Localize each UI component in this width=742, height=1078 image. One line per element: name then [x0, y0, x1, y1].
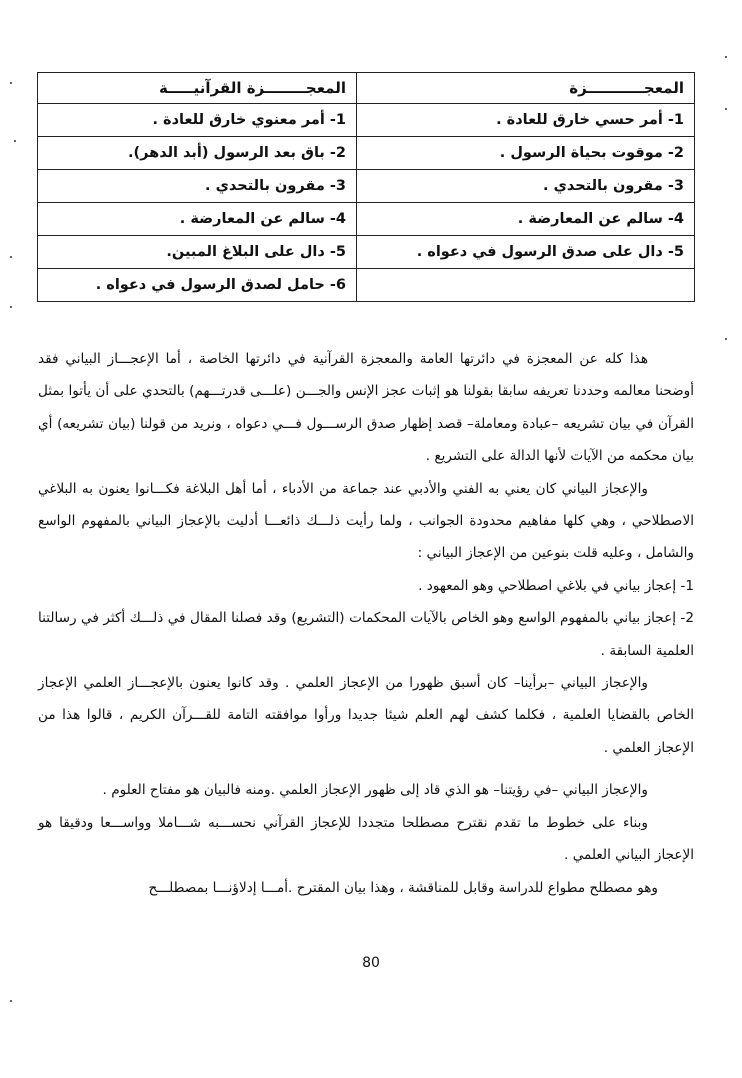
list-item: 1- إعجاز بياني في بلاغي اصطلاحي وهو المعهود .: [418, 577, 694, 594]
scan-speck: [10, 82, 12, 84]
paragraph: وهو مصطلح مطواع للدراسة وقابل للمناقشة ، وهذا بيان المقترح .أمـــا إدلاؤنـــا بمصطلـــح: [148, 879, 658, 896]
paragraph: والإعجاز البياني –برأينا– كان أسبق ظهورا من الإعجاز العلمي . وقد كانوا يعنون بالإعجـــاز العلمي الإعجاز الخاص بالقضايا العلمية ، فكلما كشف لهم العلم شيئا جديدا ورأوا موافقته التامة للقـــرآن الكريم ، قالوا هذا من الإعجاز العلمي .: [38, 675, 694, 756]
table-row: [38, 137, 695, 170]
table-cell-miracle: 3- مقرون بالتحدي .: [357, 170, 695, 203]
table-cell-miracle: 2- موقوت بحياة الرسول .: [357, 137, 695, 170]
table-cell-quranic: 4- سالم عن المعارضة .: [38, 203, 357, 236]
comparison-table: [37, 72, 695, 302]
table-cell-miracle: 5- دال على صدق الرسول في دعواه .: [357, 236, 695, 269]
table-row: [38, 203, 695, 236]
scan-speck: [10, 306, 12, 308]
scan-speck: [14, 140, 16, 142]
table-row: [38, 170, 695, 203]
table-cell-quranic: 2- باق بعد الرسول (أبد الدهر).: [38, 137, 357, 170]
table-cell-miracle: 1- أمر حسي خارق للعادة .: [357, 104, 695, 137]
table-cell-quranic: 1- أمر معنوي خارق للعادة .: [38, 104, 357, 137]
scan-speck: [10, 1000, 12, 1002]
scan-speck: [10, 256, 12, 258]
table-cell-quranic: 5- دال على البلاغ المبين.: [38, 236, 357, 269]
page-number: 80: [362, 955, 380, 971]
paragraph: وبناء على خطوط ما تقدم نقترح مصطلحا متجددا للإعجاز القرآني نحســـبه شـــاملا وواســـعا ودقيقا هو الإعجاز البياني العلمي .: [38, 814, 694, 864]
list-item: 2- إعجاز بياني بالمفهوم الواسع وهو الخاص بالآيات المحكمات (التشريع) وقد فصلنا المقال في ذلـــك أكثر في رسالتنا العلمية السابقة .: [38, 610, 694, 659]
table-cell-quranic: 3- مقرون بالتحدي .: [38, 170, 357, 203]
paragraph: والإعجاز البياني –في رؤيتنا– هو الذي قاد إلى ظهور الإعجاز العلمي .ومنه فالبيان هو مفتاح العلوم .: [102, 782, 648, 799]
table-header-row: [38, 73, 695, 104]
table-row: [38, 236, 695, 269]
table-row: [38, 104, 695, 137]
table-cell-miracle: 4- سالم عن المعارضة .: [357, 203, 695, 236]
body-text: [38, 343, 694, 904]
scan-speck: [725, 338, 727, 340]
paragraph: والإعجاز البياني كان يعني به الفني والأدبي عند جماعة من الأدباء ، أما أهل البلاغة فكـــانوا يعنون به البلاغي الاصطلاحي ، وهي كلها مفاهيم محدودة الجوانب ، ولما رأيت ذلـــك ذائعـــا أدليت بالإعجاز البياني بالمفهوم الواسع والشامل ، وعليه قلت بنوعين من الإعجاز البياني :: [38, 480, 694, 562]
scan-speck: [725, 108, 727, 110]
paragraph: هذا كله عن المعجزة في دائرتها العامة والمعجزة القرآنية في دائرتها الخاصة ، أما الإعجـــاز البياني فقد أوضحنا معالمه وحددنا تعريفه سابقا بقولنا هو إثبات عجز الإنس والجـــن (علـــى قدرتـــهم) بالتحدي على أن يأتوا بمثل القرآن في بيان تشريعه –عبادة ومعاملة– قصد إظهار صدق الرســـول فـــي دعواه ، ونريد من قولنا (بيان تشريعه) أي بيان محكمه من الآيات لأنها الدالة على التشريع .: [38, 351, 694, 465]
table-row: [38, 269, 695, 302]
scan-speck: [725, 56, 727, 58]
table-cell-miracle: [357, 269, 695, 302]
table-header-quranic-miracle: المعجــــــــزة القرآنيـــــة: [38, 73, 357, 104]
table-header-miracle: المعجـــــــــــزة: [357, 73, 695, 104]
table-cell-quranic: 6- حامل لصدق الرسول في دعواه .: [38, 269, 357, 302]
